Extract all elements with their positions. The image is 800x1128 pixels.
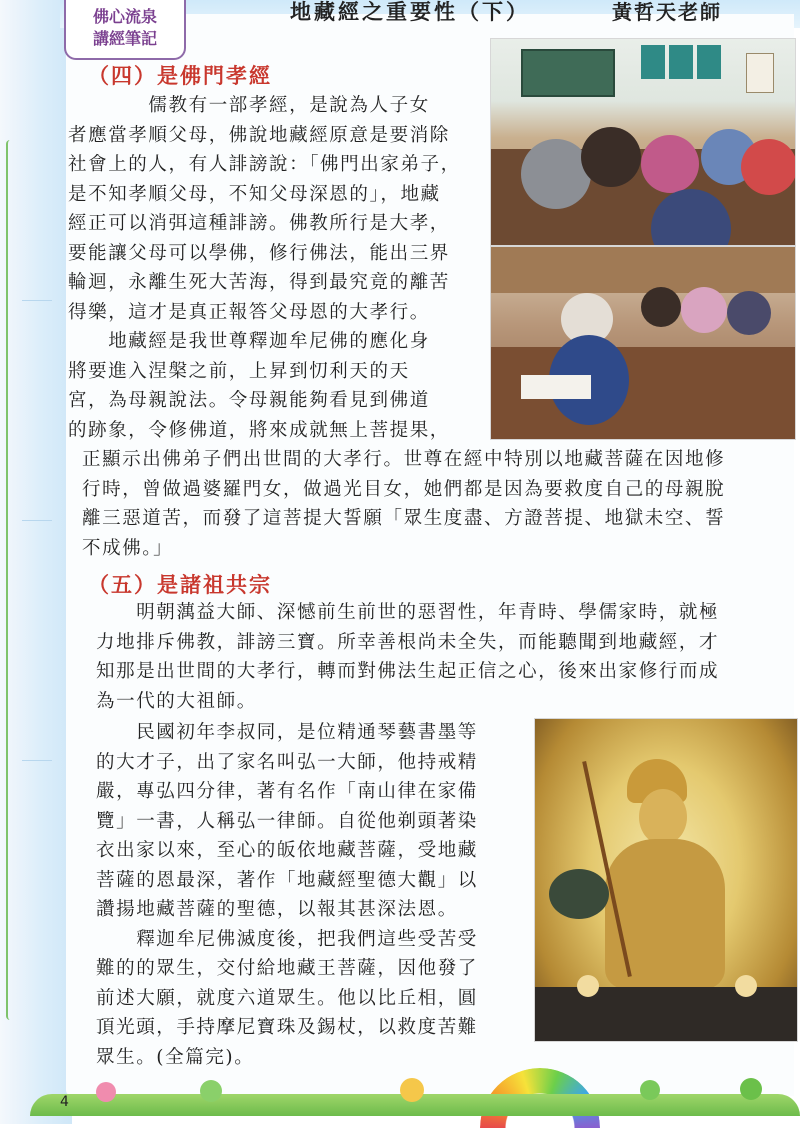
attendee (581, 127, 641, 187)
margin-decoration-line (6, 140, 18, 1020)
text-line: 前述大願，就度六道眾生。他以比丘相，圓 (96, 987, 478, 1009)
text-line: 衣出家以來，至心的皈依地藏菩薩，受地藏 (96, 840, 478, 861)
text-line: 行時，曾做過婆羅門女，做過光目女，她們都是因為要救度自己的母親脫 (82, 478, 726, 500)
text-line: 頂光頭，手持摩尼寶珠及錫杖，以救度苦難 (96, 1017, 478, 1038)
lotus-lamp (735, 975, 757, 997)
text-line: 覽」一書，人稱弘一律師。自從他剃頭著染 (96, 810, 478, 832)
tree-decoration (740, 1078, 762, 1100)
margin-rule (22, 760, 52, 761)
column-label (64, 0, 186, 60)
text-line: 力地排斥佛教，誹謗三寶。所幸善根尚未全失，而能聽聞到地藏經，才 (96, 631, 720, 653)
margin-rule (22, 300, 52, 301)
text-line: 要能讓父母可以學佛，修行佛法，能出三界 (68, 242, 450, 264)
blackboard (521, 49, 615, 97)
flower-decoration (400, 1078, 424, 1102)
text-line: 難的的眾生，交付給地藏王菩薩，因他發了 (96, 958, 478, 979)
column-label-line: 講經筆記 (92, 29, 157, 48)
page-title: 地藏經之重要性（下） (290, 0, 530, 24)
text-line: 經正可以消弭這種誹謗。佛教所行是大孝， (68, 213, 450, 234)
bookshelf (491, 247, 795, 293)
section4-paragraph-lower (82, 445, 782, 563)
wall-banner (669, 45, 693, 79)
text-line: 的大才子，出了家名叫弘一大師，他持戒精 (96, 751, 478, 773)
attendee (641, 135, 699, 193)
text-line: 民國初年李叔同，是位精通琴藝書墨等 (96, 722, 478, 743)
text-line: 宮，為母親說法。令母親能夠看見到佛道 (68, 390, 430, 411)
text-line: 菩薩的恩最深，著作「地藏經聖德大觀」以 (96, 869, 478, 891)
column-label-line: 佛心流泉 (92, 7, 157, 26)
text-line: 儒教有一部孝經，是說為人子女 (68, 95, 430, 116)
text-line: 讚揚地藏菩薩的聖德，以報其甚深法恩。 (96, 899, 458, 920)
text-line: 得樂，這才是真正報答父母恩的大孝行。 (68, 301, 430, 323)
section4-paragraph-upper (68, 91, 492, 445)
text-line: 的跡象，令修佛道，將來成就無上菩提果， (68, 419, 450, 441)
text-line: 知那是出世間的大孝行，轉而對佛法生起正信之心，後來出家修行而成 (96, 661, 720, 682)
text-line: 明朝蕅益大師、深憾前生前世的惡習性，年青時、學儒家時，就極 (96, 602, 720, 623)
text-line: 為一代的大祖師。 (96, 690, 257, 712)
text-line: 不成佛。」 (82, 537, 174, 559)
attendee (681, 287, 727, 333)
text-line: 是不知孝順父母，不知父母深恩的」，地藏 (68, 183, 441, 205)
attendee (727, 291, 771, 335)
wall-banner (697, 45, 721, 79)
statue-head (639, 789, 687, 845)
text-line: 者應當孝順父母，佛說地藏經原意是要消除 (68, 124, 450, 146)
lotus-lamp (577, 975, 599, 997)
text-line: 離三惡道苦，而發了這菩提大誓願「眾生度盡、方證菩提、地獄未空、誓 (82, 508, 726, 529)
author-name: 黃哲天老師 (612, 0, 722, 24)
open-book (521, 375, 591, 399)
tree-decoration (96, 1082, 116, 1102)
wall-banner (641, 45, 665, 79)
text-line: 地藏經是我世尊釋迦牟尼佛的應化身 (68, 331, 430, 352)
attendee (741, 139, 796, 195)
classroom-photo (490, 38, 796, 246)
text-line: 釋迦牟尼佛滅度後，把我們這些受苦受 (96, 928, 478, 950)
tree-decoration (640, 1080, 660, 1100)
section5-paragraph-upper (96, 598, 786, 716)
page-number: 4 (60, 1094, 69, 1110)
wall-scroll (746, 53, 774, 93)
attendee (641, 287, 681, 327)
text-line: 眾生。(全篇完)。 (96, 1046, 255, 1068)
section5-paragraph-lower (96, 718, 528, 1072)
study-group-photo (490, 246, 796, 440)
altar-base (535, 987, 797, 1041)
text-line: 社會上的人，有人誹謗說：「佛門出家弟子， (68, 154, 461, 175)
text-line: 輪迴，永離生死大苦海，得到最究竟的離苦 (68, 272, 450, 293)
attendee (521, 139, 591, 209)
section-heading-5: （五）是諸祖共宗 (88, 573, 272, 597)
statue-body (605, 839, 725, 989)
text-line: 將要進入涅槃之前，上昇到忉利天的天 (68, 360, 410, 382)
text-line: 正顯示出佛弟子們出世間的大孝行。世尊在經中特別以地藏菩薩在因地修 (82, 449, 726, 470)
margin-rule (22, 520, 52, 521)
bodhisattva-statue-photo (534, 718, 798, 1042)
guardian-beast (549, 869, 609, 919)
tree-decoration (200, 1080, 222, 1102)
text-line: 嚴，專弘四分律，著有名作「南山律在家備 (96, 781, 478, 802)
section-heading-4: （四）是佛門孝經 (88, 64, 272, 88)
